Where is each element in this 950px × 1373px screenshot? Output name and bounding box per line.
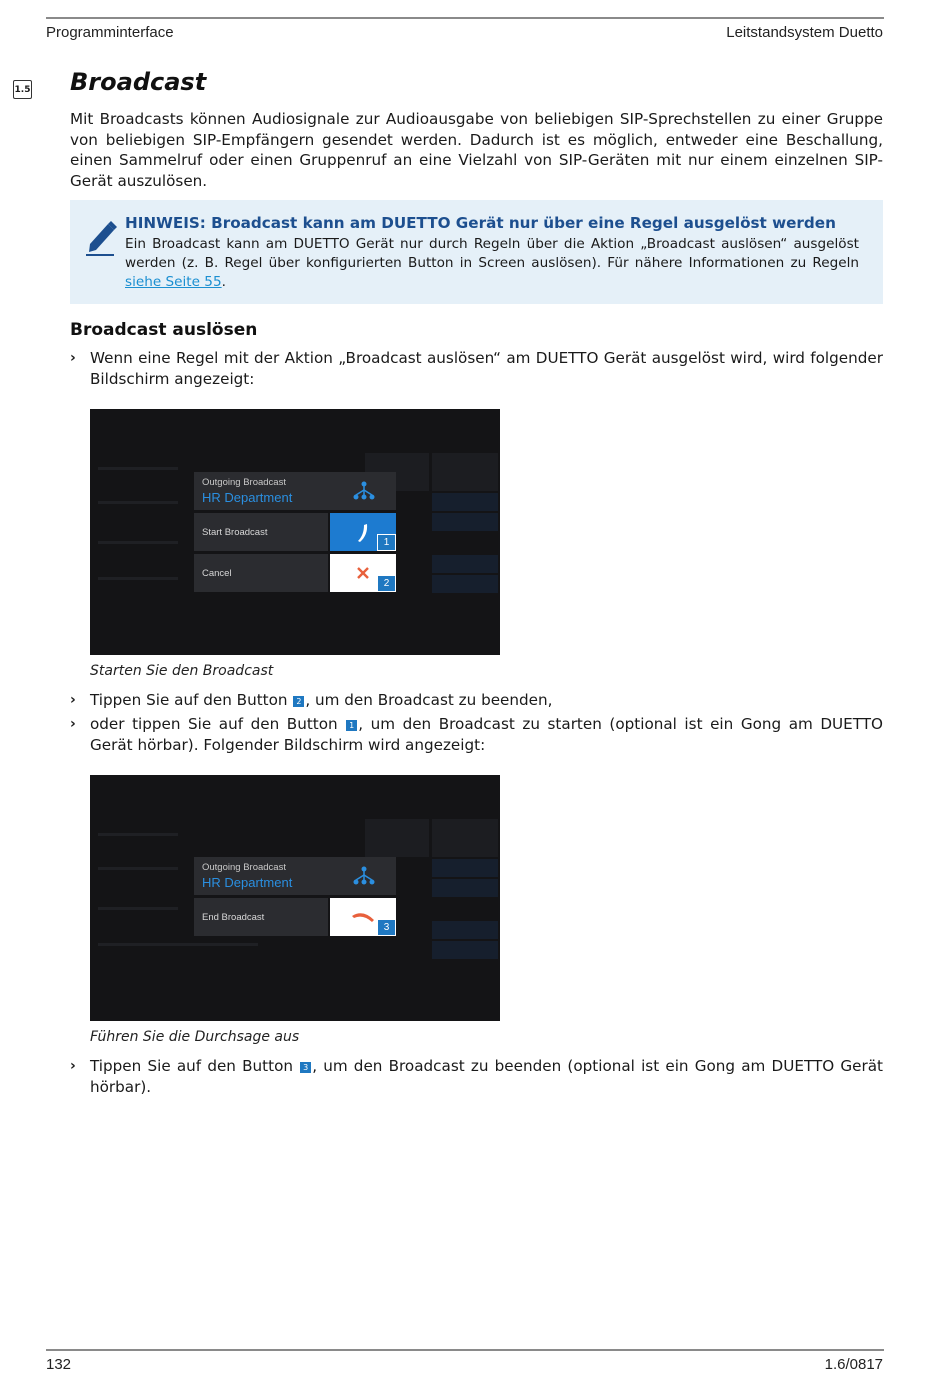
pencil-icon — [84, 218, 118, 256]
document-version: 1.6/0817 — [824, 1356, 883, 1373]
start-broadcast-button[interactable] — [330, 513, 396, 551]
dialog-header — [194, 857, 396, 895]
button-ref-chip: 3 — [300, 1062, 311, 1073]
list-item-text: , um den Broadcast zu beenden, — [305, 691, 553, 709]
header-right: Leitstandsystem Duetto — [726, 24, 883, 41]
broadcast-icon — [352, 865, 376, 887]
chevron-right-icon: › — [70, 692, 76, 708]
cancel-button[interactable] — [330, 554, 396, 592]
subheading: Broadcast auslösen — [70, 320, 258, 340]
page-link[interactable]: siehe Seite 55 — [125, 273, 222, 290]
list-item — [70, 690, 883, 711]
button-tag: 3 — [377, 919, 396, 936]
dialog-title: HR Department — [202, 490, 293, 505]
footer-rule — [46, 1349, 884, 1351]
button-tag: 1 — [377, 534, 396, 551]
note-end: . — [221, 273, 226, 290]
screenshot-end-broadcast — [90, 775, 500, 1021]
start-broadcast-label: Start Broadcast — [194, 513, 328, 551]
dialog-title: HR Department — [202, 875, 293, 890]
intro-paragraph: Mit Broadcasts können Audiosignale zur Audioausgabe von beliebigen SIP-Sprechstellen zu einer Gruppe von beliebigen SIP-Empfängern gesendet werden. Dadurch ist es möglich, entweder eine Beschallung, einen Sammelruf oder einen Gruppenruf an eine Vielzahl von SIP-Geräten mit nur einem einzelnen SIP-Gerät auszulösen. — [70, 110, 883, 190]
note-text — [125, 235, 859, 291]
end-broadcast-label: End Broadcast — [194, 898, 328, 936]
note-body: Ein Broadcast kann am DUETTO Gerät nur durch Regeln über die Aktion „Broadcast auslösen“ ausgelöst werden (z. B. Regel über konfigurierten Button in Screen auslösen). Für nähere Informationen zu Regeln — [125, 236, 859, 271]
phone-icon — [352, 521, 374, 543]
list-item-text: , um den Broadcast zu starten (optional ist ein Gong am DUETTO Gerät hörbar). Folgender Bildschirm wird angezeigt: — [90, 715, 883, 754]
close-icon — [356, 566, 370, 580]
button-tag: 2 — [377, 575, 396, 592]
section-number: 1.5 — [13, 80, 32, 99]
list-item — [70, 348, 883, 389]
page-title: Broadcast — [70, 68, 207, 96]
list-item-text: Tippen Sie auf den Button — [90, 691, 293, 709]
dialog-subtitle: Outgoing Broadcast — [202, 862, 286, 873]
chevron-right-icon: › — [70, 1058, 76, 1074]
screenshot-start-broadcast — [90, 409, 500, 655]
caption: Führen Sie die Durchsage aus — [90, 1029, 300, 1045]
list-item-text: , um den Broadcast zu beenden (optional ist ein Gong am DUETTO Gerät hörbar). — [90, 1057, 883, 1096]
button-ref-chip: 1 — [346, 720, 357, 731]
button-ref-chip: 2 — [293, 696, 304, 707]
list-item-text: oder tippen Sie auf den Button — [90, 715, 346, 733]
note-box — [70, 200, 883, 304]
end-broadcast-button[interactable] — [330, 898, 396, 936]
caption: Starten Sie den Broadcast — [90, 663, 274, 679]
hang-up-icon — [350, 910, 376, 924]
page-number: 132 — [46, 1356, 72, 1373]
chevron-right-icon: › — [70, 350, 76, 366]
list-item — [70, 714, 883, 755]
dialog-header — [194, 472, 396, 510]
broadcast-icon — [352, 480, 376, 502]
cancel-label: Cancel — [194, 554, 328, 592]
list-item — [70, 1056, 883, 1097]
list-item-text: Tippen Sie auf den Button — [90, 1057, 300, 1075]
note-title: HINWEIS: Broadcast kann am DUETTO Gerät nur über eine Regel ausgelöst werden — [125, 214, 836, 232]
header-rule — [46, 17, 884, 19]
header-left: Programminterface — [46, 24, 174, 41]
list-item-text: Wenn eine Regel mit der Aktion „Broadcast auslösen“ am DUETTO Gerät ausgelöst wird, wird folgender Bildschirm angezeigt: — [90, 349, 883, 388]
chevron-right-icon: › — [70, 716, 76, 732]
dialog-subtitle: Outgoing Broadcast — [202, 477, 286, 488]
